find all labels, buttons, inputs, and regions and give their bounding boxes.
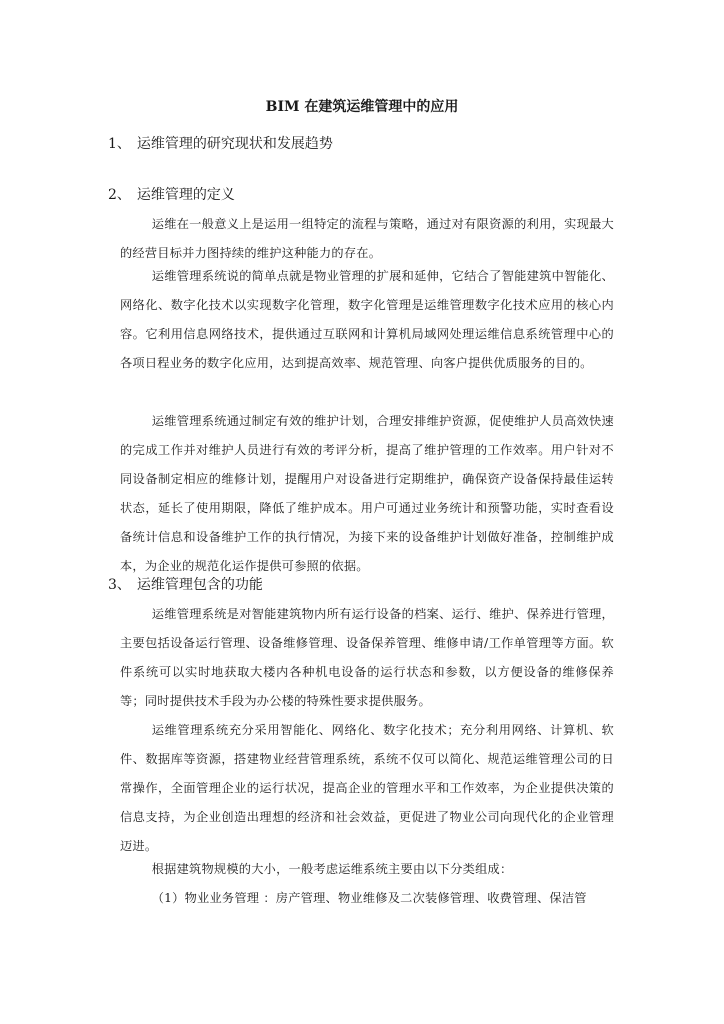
section-number: 2、: [108, 187, 131, 203]
section-title: 运维管理的研究现状和发展趋势: [136, 136, 333, 152]
section-heading-2: [108, 185, 235, 205]
section-heading-3: [108, 575, 263, 595]
document-title: BIM 在建筑运维管理中的应用: [265, 99, 459, 115]
section-title: 运维管理包含的功能: [136, 577, 263, 593]
section-number: 3、: [108, 577, 131, 593]
paragraph-maintenance-plan: 运维管理系统通过制定有效的维护计划，合理安排维护资源，促使维护人员高效快速的完成工作并对维护人员进行有效的考评分析，提高了维护管理的工作效率。用户针对不同设备制定相应的维修计划，提醒用户对设备进行定期维护，确保资产设备保持最佳运转状态，延长了使用期限，降低了维护成本。用户可通过业务统计和预警功能，实时查看设备统计信息和设备维护工作的执行情况，为接下来的设备维护计划做好准备，控制维护成本，为企业的规范化运作提供可参照的依据。: [120, 414, 614, 573]
paragraph-ops-system-extension: 运维管理系统说的简单点就是物业管理的扩展和延伸，它结合了智能建筑中智能化、网络化、数字化技术以实现数字化管理，数字化管理是运维管理数字化技术应用的核心内容。它利用信息网络技术，提供通过互联网和计算机局域网处理运维信息系统管理中心的各项日程业务的数字化应用，达到提高效率、规范管理、向客户提供优质服务的目的。: [120, 269, 614, 370]
section-title: 运维管理的定义: [136, 187, 235, 203]
paragraph-system-functions: 运维管理系统是对智能建筑物内所有运行设备的档案、运行、维护、保养进行管理，主要包括设备运行管理、设备维修管理、设备保养管理、维修申请/工作单管理等方面。软件系统可以实时地获取大楼内各种机电设备的运行状态和参数，以方便设备的维修保养等；同时提供技术手段为办公楼的特殊性要求提供服务。: [120, 607, 614, 708]
paragraph-ops-definition: 运维在一般意义上是运用一组特定的流程与策略，通过对有限资源的利用，实现最大的经营目标并力图持续的维护这种能力的存在。: [120, 217, 614, 260]
section-heading-1: [108, 134, 333, 154]
paragraph-digital-technology: 运维管理系统充分采用智能化、网络化、数字化技术；充分利用网络、计算机、软件、数据库等资源，搭建物业经营管理系统，系统不仅可以简化、规范运维管理公司的日常操作，全面管理企业的运行状况，提高企业的管理水平和工作效率，为企业提供决策的信息支持，为企业创造出理想的经济和社会效益，更促进了物业公司向现代化的企业管理迈进。: [120, 723, 614, 853]
section-number: 1、: [108, 136, 131, 152]
paragraph-classification-intro: 根据建筑物规模的大小，一般考虑运维系统主要由以下分类组成：: [151, 862, 513, 876]
paragraph-property-management-item: （1）物业业务管理 ：房产管理、物业维修及二次装修管理、收费管理、保洁管: [151, 891, 587, 905]
